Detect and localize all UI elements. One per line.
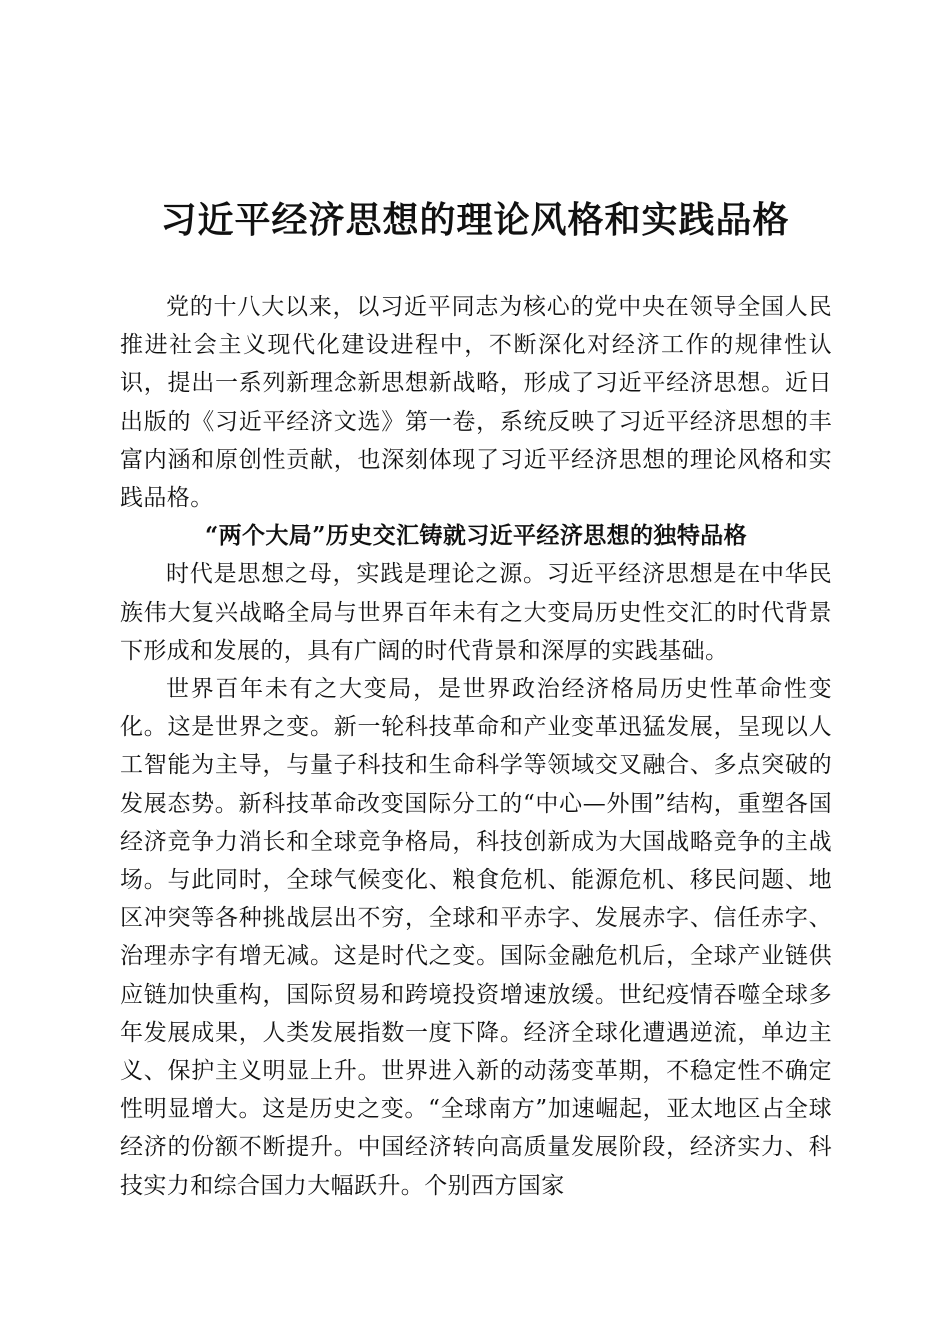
document-title: 习近平经济思想的理论风格和实践品格 [160, 199, 790, 241]
section-heading: “两个大局”历史交汇铸就习近平经济思想的独特品格 [204, 522, 748, 550]
paragraph-era-background: 时代是思想之母，实践是理论之源。习近平经济思想是在中华民族伟大复兴战略全局与世界百年未有之大变局历史性交汇的时代背景下形成和发展的，具有广阔的时代背景和深厚的实践基础。 [120, 561, 832, 664]
paragraph-great-changes: 世界百年未有之大变局，是世界政治经济格局历史性革命性变化。这是世界之变。新一轮科技革命和产业变革迅猛发展，呈现以人工智能为主导，与量子科技和生命科学等领域交叉融合、多点突破的发展态势。新科技革命改变国际分工的“中心—外围”结构，重塑各国经济竞争力消长和全球竞争格局，科技创新成为大国战略竞争的主战场。与此同时，全球气候变化、粮食危机、能源危机、移民问题、地区冲突等各种挑战层出不穷，全球和平赤字、发展赤字、信任赤字、治理赤字有增无减。这是时代之变。国际金融危机后，全球产业链供应链加快重构，国际贸易和跨境投资增速放缓。世纪疫情吞噬全球多年发展成果，人类发展指数一度下降。经济全球化遭遇逆流，单边主义、保护主义明显上升。世界进入新的动荡变革期，不稳定性不确定性明显增大。这是历史之变。“全球南方”加速崛起，亚太地区占全球经济的份额不断提升。中国经济转向高质量发展阶段，经济实力、科技实力和综合国力大幅跃升。个别西方国家 [120, 676, 832, 1199]
document-body [120, 288, 832, 1205]
paragraph-intro: 党的十八大以来，以习近平同志为核心的党中央在领导全国人民推进社会主义现代化建设进程中，不断深化对经济工作的规律性认识，提出一系列新理念新思想新战略，形成了习近平经济思想。近日出版的《习近平经济文选》第一卷，系统反映了习近平经济思想的丰富内涵和原创性贡献，也深刻体现了习近平经济思想的理论风格和实践品格。 [120, 294, 832, 512]
